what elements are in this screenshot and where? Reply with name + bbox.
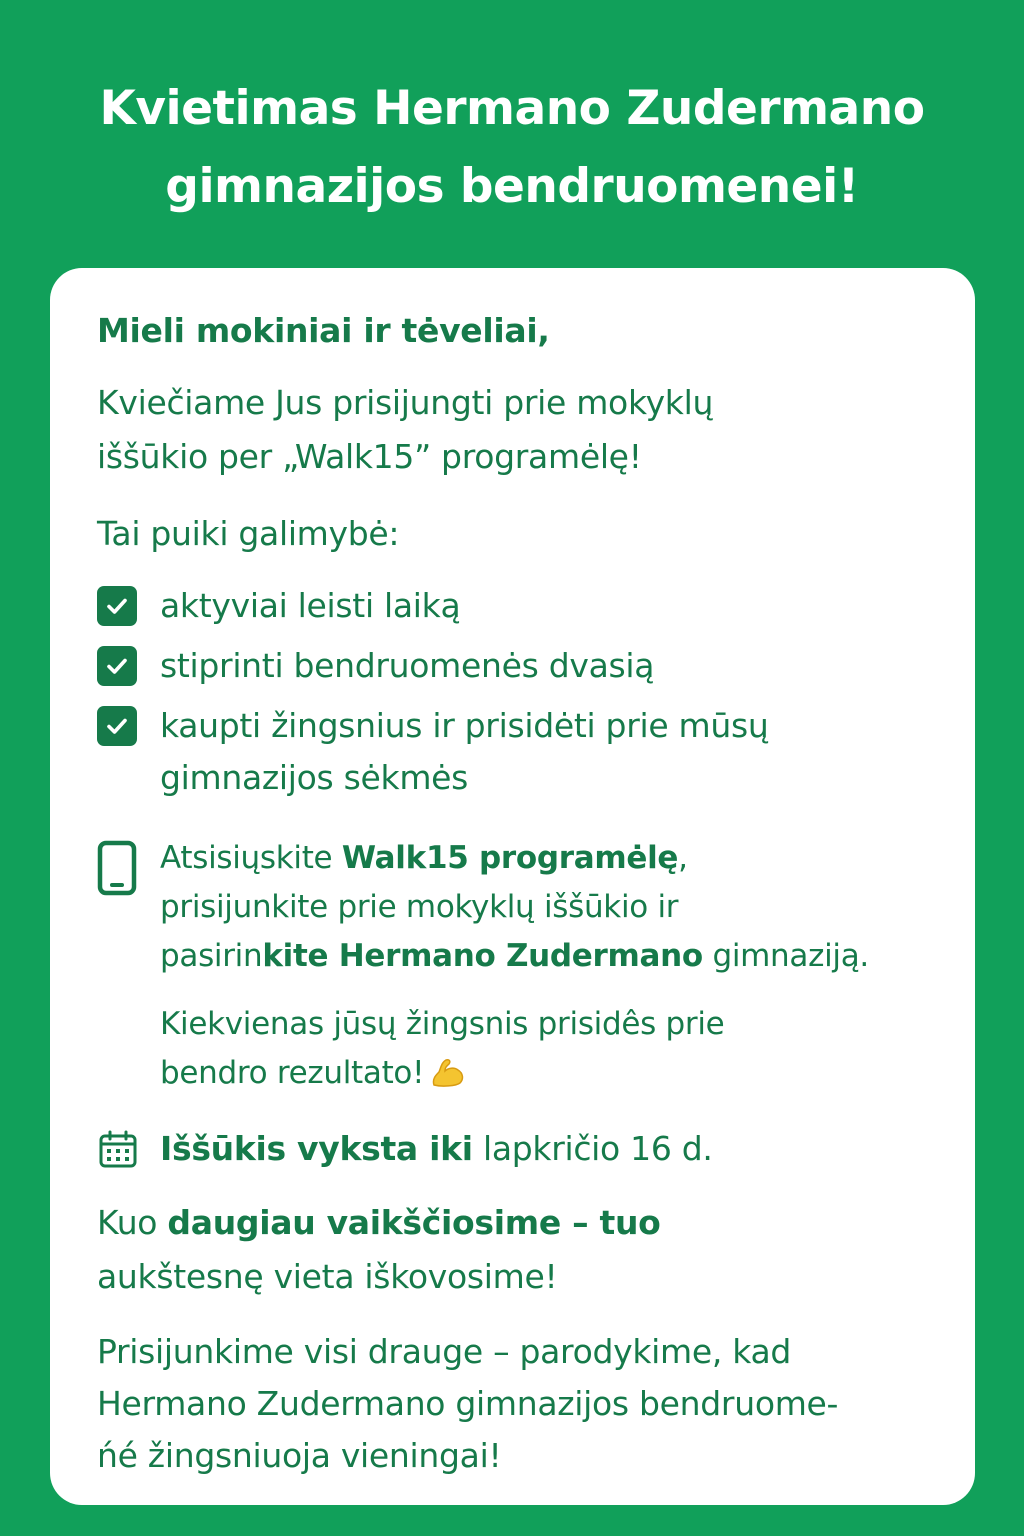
phone-icon xyxy=(97,840,137,900)
benefit-line-2: gimnazijos sėkmės xyxy=(160,758,469,797)
benefit-item xyxy=(97,580,461,626)
closing-line-2: Hermano Zudermano gimnazijos bendruome- xyxy=(97,1384,839,1423)
check-icon xyxy=(97,586,137,626)
app-instructions xyxy=(160,834,960,981)
motivation-line-1-pre: Kuo xyxy=(97,1203,168,1242)
each-step-line-2 xyxy=(160,1049,880,1098)
message-card xyxy=(50,268,975,1505)
benefit-item xyxy=(97,640,655,686)
closing-line-1: Prisijunkime visi drauge – parodykime, kad xyxy=(97,1332,792,1371)
benefit-item xyxy=(97,700,769,797)
benefit-text: stiprinti bendruomenės dvasią xyxy=(160,646,655,685)
each-step-text xyxy=(160,1000,880,1098)
motivation-text xyxy=(97,1196,917,1304)
invite-line-2: iššūkio per „Walk15” programėlę! xyxy=(97,437,642,476)
app-line-3-pre: pasirin xyxy=(160,938,263,974)
deadline-label: Iššūkis vyksta iki xyxy=(160,1129,473,1168)
title-line-1: Kvietimas Hermano Zudermano xyxy=(99,81,925,136)
motivation-line-1-bold: daugiau vaikščiosime – tuo xyxy=(167,1203,661,1242)
closing-text xyxy=(97,1326,957,1482)
greeting: Mieli mokiniai ir tėveliai, xyxy=(97,311,550,350)
motivation-line-2: aukštesnę vieta iškovosime! xyxy=(97,1257,558,1296)
check-icon xyxy=(97,646,137,686)
challenge-deadline xyxy=(160,1123,713,1175)
app-line-1-post: , xyxy=(678,840,688,876)
check-icon xyxy=(97,706,137,746)
calendar-icon xyxy=(98,1130,138,1174)
flexed-biceps-icon xyxy=(430,1053,466,1083)
app-line-2: prisijunkite prie mokyklų iššūkio ir xyxy=(160,889,679,925)
app-line-1-pre: Atsisiųskite xyxy=(160,840,342,876)
invite-line-1: Kviečiame Jus prisijungti prie mokyklų xyxy=(97,383,714,422)
invite-text xyxy=(97,376,917,484)
each-step-line-1: Kiekvienas jūsų žingsnis prisidês prie xyxy=(160,1006,725,1042)
benefit-line-1: kaupti žingsnius ir prisidėti prie mūsų xyxy=(160,706,769,745)
benefit-text xyxy=(160,700,920,804)
school-name: kite Hermano Zudermano xyxy=(262,938,703,974)
motivation-line-1 xyxy=(97,1196,917,1250)
app-line-3-post: gimnaziją. xyxy=(702,938,869,974)
app-line-3 xyxy=(160,932,960,981)
benefits-intro: Tai puiki galimybė: xyxy=(97,514,400,553)
app-name: Walk15 programėlę xyxy=(341,840,679,876)
closing-line-3: ńé žingsniuoja vieningai! xyxy=(97,1436,502,1475)
each-step-line-2-text: bendro rezultato! xyxy=(160,1055,425,1091)
deadline-date: lapkričio 16 d. xyxy=(472,1129,713,1168)
benefit-text: aktyviai leisti laiką xyxy=(160,586,461,625)
page-title xyxy=(0,70,1024,226)
app-line-1 xyxy=(160,834,960,883)
title-line-2: gimnazijos bendruomenei! xyxy=(165,159,859,214)
